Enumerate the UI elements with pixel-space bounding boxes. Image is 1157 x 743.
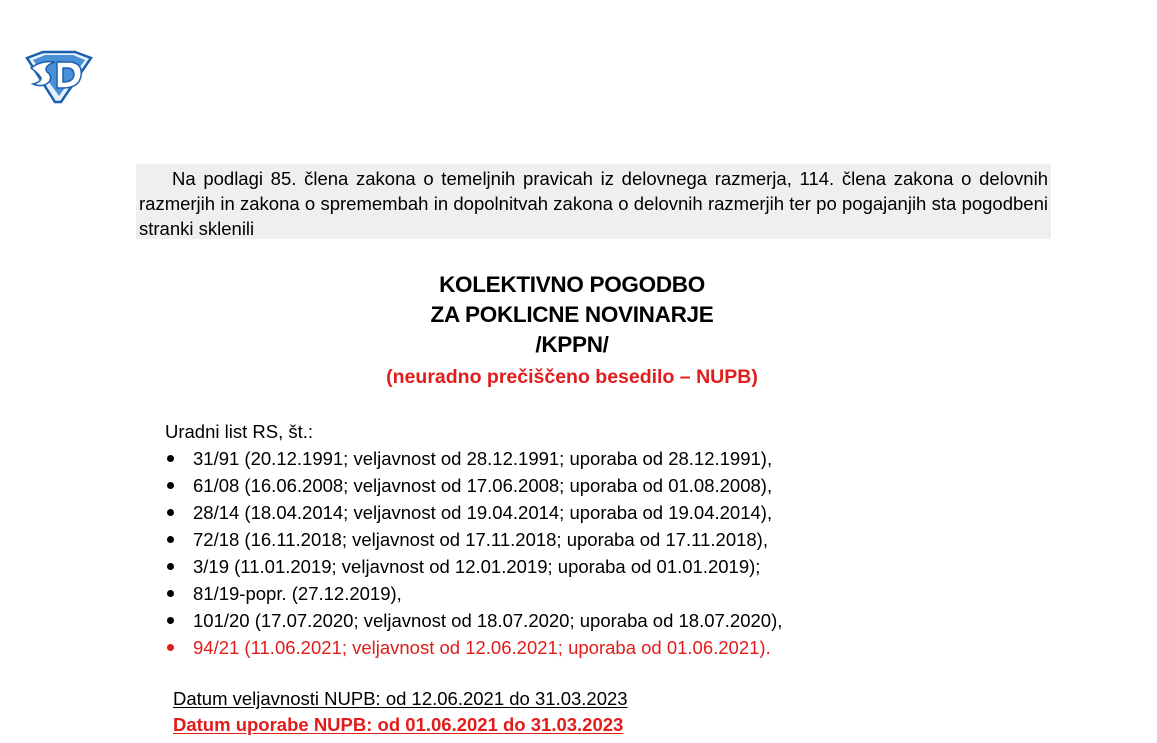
- gazette-list-item: [165, 445, 1065, 472]
- bullet-icon: [167, 563, 174, 570]
- gazette-list-item: [165, 526, 1065, 553]
- title-line-1: KOLEKTIVNO POGODBO: [439, 272, 705, 297]
- bullet-icon: [167, 590, 174, 597]
- gazette-item-text: 31/91 (20.12.1991; veljavnost od 28.12.1991; uporaba od 28.12.1991),: [193, 448, 773, 469]
- bullet-icon: [167, 482, 174, 489]
- gazette-item-text: 101/20 (17.07.2020; veljavnost od 18.07.2020; uporaba od 18.07.2020),: [193, 610, 783, 631]
- sd-logo-icon: [21, 50, 95, 104]
- gazette-item-text: 81/19-popr. (27.12.2019),: [193, 583, 402, 604]
- gazette-list-item: [165, 553, 1065, 580]
- gazette-item-text: 94/21 (11.06.2021; veljavnost od 12.06.2021; uporaba od 01.06.2021).: [193, 637, 771, 658]
- bullet-icon: [167, 455, 174, 462]
- document-title-block: [136, 270, 1008, 392]
- validity-date-line: Datum veljavnosti NUPB: od 12.06.2021 do 31.03.2023: [173, 688, 628, 709]
- gazette-item-text: 28/14 (18.04.2014; veljavnost od 19.04.2014; uporaba od 19.04.2014),: [193, 502, 773, 523]
- bullet-icon: [167, 509, 174, 516]
- use-date-line: Datum uporabe NUPB: od 01.06.2021 do 31.03.2023: [173, 714, 624, 735]
- gazette-label: Uradni list RS, št.:: [165, 421, 314, 442]
- nupb-dates: [173, 686, 628, 738]
- official-gazette-section: [165, 418, 1065, 661]
- document-subtitle: (neuradno prečiščeno besedilo – NUPB): [386, 366, 758, 388]
- gazette-item-text: 72/18 (16.11.2018; veljavnost od 17.11.2018; uporaba od 17.11.2018),: [193, 529, 768, 550]
- gazette-list-item: [165, 499, 1065, 526]
- gazette-item-text: 3/19 (11.01.2019; veljavnost od 12.01.2019; uporaba od 01.01.2019);: [193, 556, 761, 577]
- title-line-2: ZA POKLICNE NOVINARJE: [430, 302, 714, 327]
- intro-paragraph-box: [136, 164, 1051, 239]
- bullet-icon: [167, 617, 174, 624]
- gazette-list: [165, 445, 1065, 661]
- title-line-3: /KPPN/: [535, 332, 609, 357]
- gazette-list-item: [165, 634, 1065, 661]
- gazette-item-text: 61/08 (16.06.2008; veljavnost od 17.06.2008; uporaba od 01.08.2008),: [193, 475, 773, 496]
- gazette-list-item: [165, 472, 1065, 499]
- bullet-icon: [167, 536, 174, 543]
- bullet-icon: [167, 644, 174, 651]
- intro-paragraph: Na podlagi 85. člena zakona o temeljnih pravicah iz delovnega razmerja, 114. člena zakona o delovnih razmerjih in zakona o spremembah in dopolnitvah zakona o delovnih razmerjih ter po pogajanjih sta pogodbeni stranki sklenili: [139, 168, 1048, 239]
- gazette-list-item: [165, 607, 1065, 634]
- gazette-list-item: [165, 580, 1065, 607]
